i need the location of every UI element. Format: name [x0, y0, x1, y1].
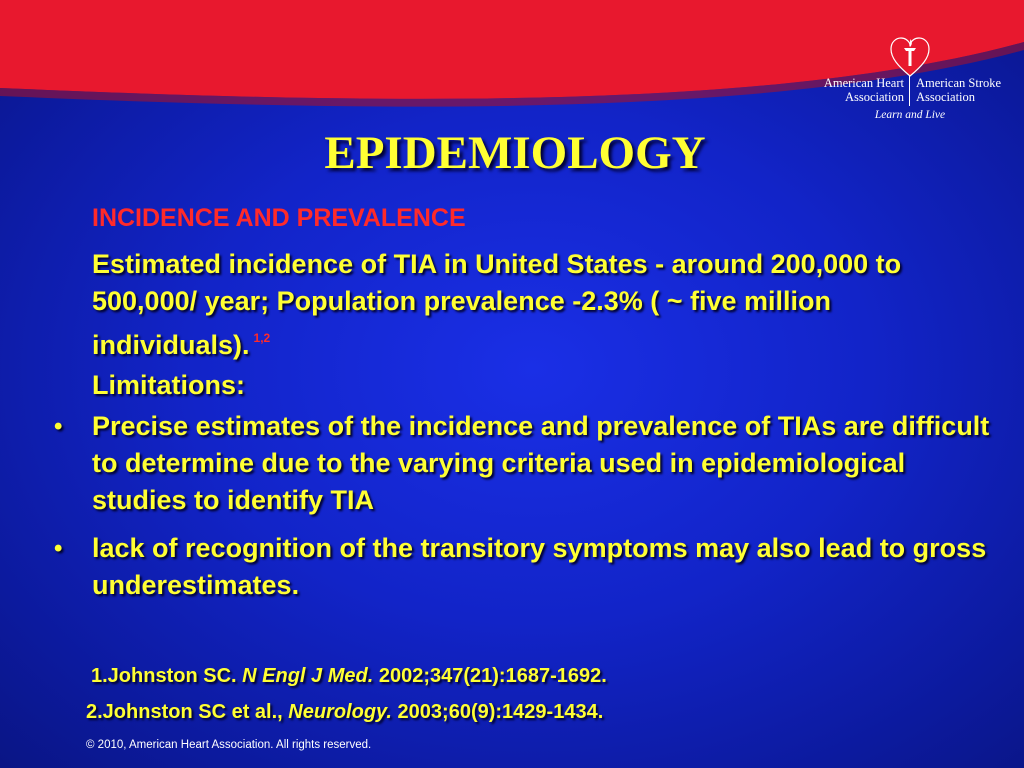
section-heading: INCIDENCE AND PREVALENCE: [92, 204, 466, 232]
aha-asa-logo: [806, 36, 1016, 126]
reference-prefix: 1.Johnston SC.: [91, 665, 237, 687]
heart-torch-icon: [890, 36, 930, 78]
bullet-item: [54, 530, 992, 604]
bullet-marker: •: [54, 535, 63, 562]
reference-citation: 2002;347(21):1687-1692.: [378, 665, 607, 687]
incidence-reference-marker: 1,2: [253, 331, 271, 345]
bullet-marker: •: [54, 413, 63, 440]
incidence-text: Estimated incidence of TIA in United States - around 200,000 to 500,000/ year; Population prevalence -2.3% ( ~ five million individuals).: [92, 249, 902, 360]
asa-name: [916, 76, 1016, 104]
slide-title: EPIDEMIOLOGY: [324, 127, 706, 179]
incidence-paragraph: [92, 246, 992, 364]
aha-name: [812, 76, 904, 104]
reference-prefix: 2.Johnston SC et al.,: [86, 701, 283, 723]
reference-item: [91, 664, 607, 688]
asa-name-line2: Association: [916, 90, 976, 104]
logo-divider: [909, 76, 910, 106]
aha-name-line2: Association: [844, 90, 904, 104]
limitations-label: Limitations:: [92, 370, 245, 400]
aha-name-line1: American Heart: [823, 76, 904, 90]
reference-journal: N Engl J Med.: [242, 665, 374, 687]
asa-name-line1: American Stroke: [916, 76, 1002, 90]
bullet-text: Precise estimates of the incidence and prevalence of TIAs are difficult to determine due to the varying criteria used in epidemiological studies to identify TIA: [92, 411, 990, 515]
logo-tagline: Learn and Live: [874, 109, 946, 121]
reference-citation: 2003;60(9):1429-1434.: [397, 701, 604, 723]
reference-item: [86, 700, 603, 724]
bullet-item: [54, 408, 992, 519]
reference-journal: Neurology.: [288, 701, 392, 723]
copyright-notice: © 2010, American Heart Association. All rights reserved.: [86, 739, 372, 751]
bullet-text: lack of recognition of the transitory symptoms may also lead to gross underestimates.: [92, 533, 987, 600]
